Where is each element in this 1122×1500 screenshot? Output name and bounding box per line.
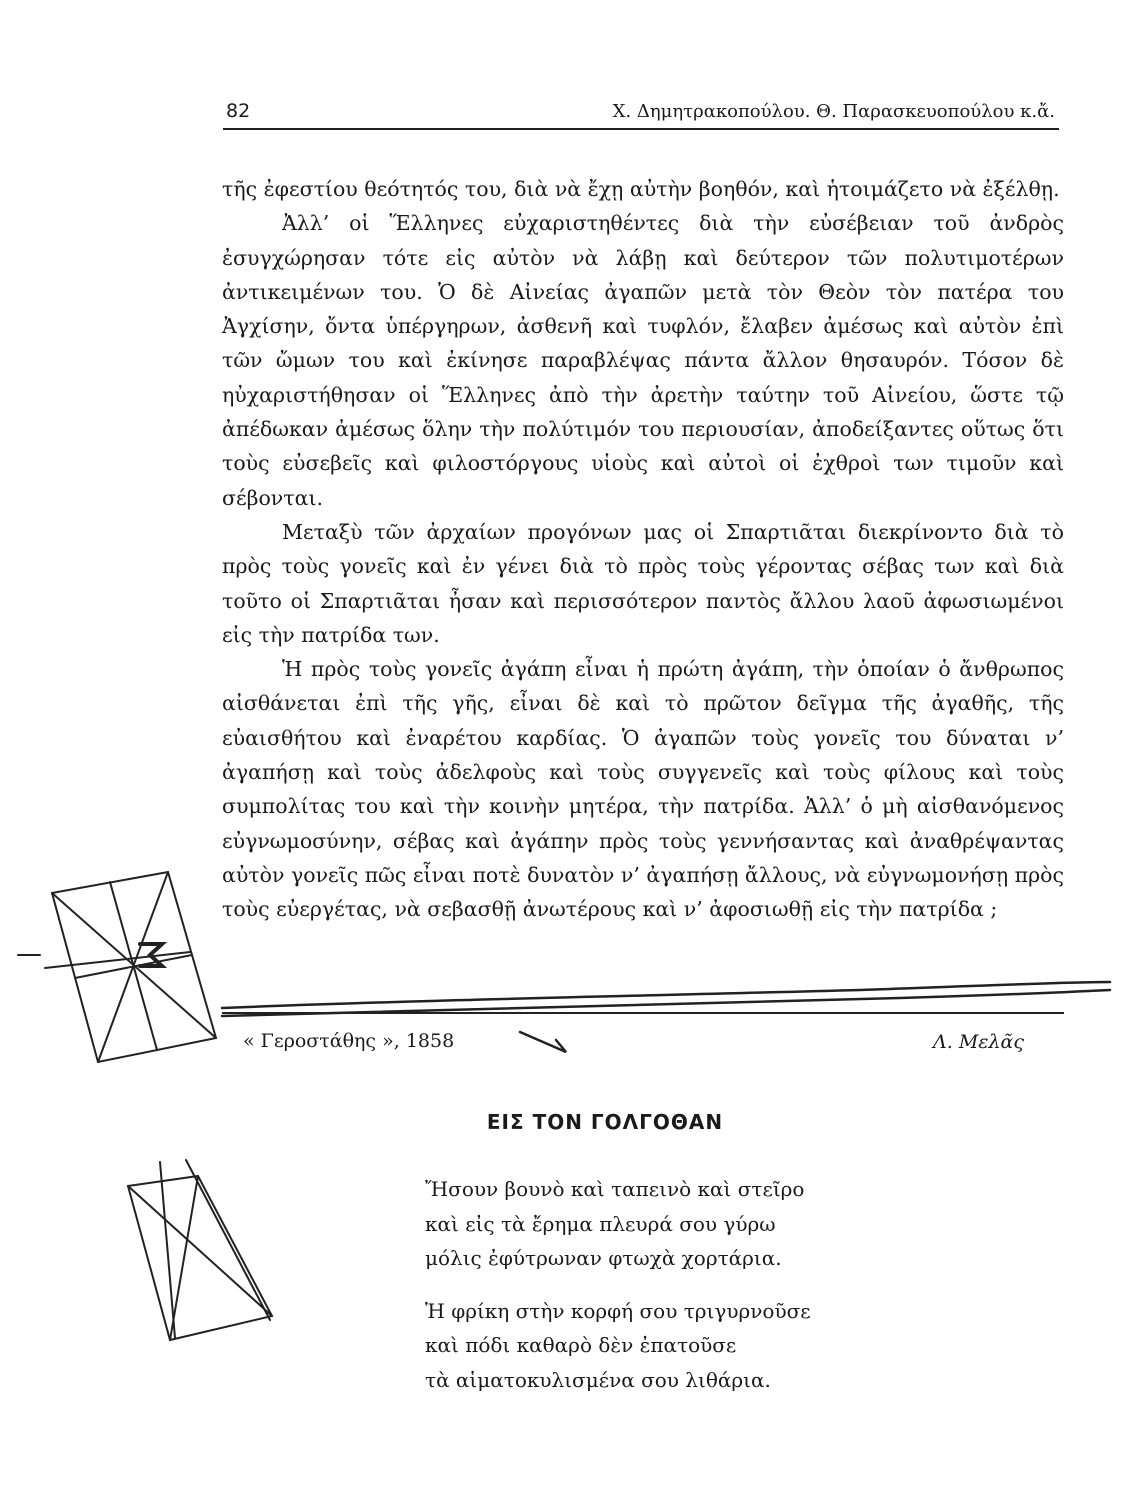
margin-sketch-upper: [18, 872, 216, 1062]
verse-line: μόλις ἐφύτρωναν φτωχὰ χορτάρια.: [425, 1246, 782, 1270]
paragraph: Ἀλλ’ οἱ Ἕλληνες εὐχαριστηθέντες διὰ τὴν εὐσέβειαν τοῦ ἀνδρὸς ἐσυγχώρησαν τότε εἰς αὐτὸν νὰ λάβῃ καὶ δεύτερον τῶν πολυτιμοτέρων ἀντικειμένων του. Ὁ δὲ Αἰνείας ἀγαπῶν μετὰ τὸν Θεὸν τὸν πατέρα του Ἀγχίσην, ὄντα ὑπέργηρων, ἀσθενῆ καὶ τυφλόν, ἔλαβεν ἀμέσως καὶ αὐτὸν ἐπὶ τῶν ὤμων του καὶ ἐκίνησε παραβλέψας πάντα ἄλλον θησαυρόν. Τόσον δὲ ηὐχαριστήθησαν οἱ Ἕλληνες ἀπὸ τὴν ἀρετὴν ταύτην τοῦ Αἰνείου, ὥστε τῷ ἀπέδωκαν ἀμέσως ὅλην τὴν πολύτιμόν του περιουσίαν, ἀποδείξαντες οὕτως ὅτι τοὺς εὐσεβεῖς καὶ φιλοστόργους υἱοὺς καὶ αὐτοὶ οἱ ἐχθροὶ των τιμοῦν καὶ σέβονται.: [222, 211, 1064, 510]
section-rule: [222, 1012, 1064, 1014]
verse-line: Ἤσουν βουνὸ καὶ ταπεινὸ καὶ στεῖρο: [425, 1177, 805, 1201]
author-name: Λ. Μελᾶς: [933, 1031, 1024, 1053]
verse-line: τὰ αἱματοκυλισμένα σου λιθάρια.: [425, 1367, 771, 1392]
stanza: [425, 1172, 811, 1276]
verse-line: καὶ εἰς τὰ ἔρημα πλευρά σου γύρω: [425, 1211, 776, 1236]
prose-text: [222, 172, 1064, 927]
verse-line: Ἡ φρίκη στὴν κορφή σου τριγυρνοῦσε: [425, 1298, 811, 1323]
poem-title: ΕΙΣ ΤΟΝ ΓΟΛΓΟΘΑΝ: [486, 1110, 724, 1134]
poem: [425, 1172, 811, 1415]
paragraph: Ἡ πρὸς τοὺς γονεῖς ἀγάπη εἶναι ἡ πρώτη ἀγάπη, τὴν ὁποίαν ὁ ἄνθρωπος αἰσθάνεται ἐπὶ τῆς γῆς, εἶναι δὲ καὶ τὸ πρῶτον δεῖγμα τῆς ἀγαθῆς, τῆς εὐαισθήτου καὶ ἐναρέτου καρδίας. Ὁ ἀγαπῶν τοὺς γονεῖς του δύναται ν’ ἀγαπήσῃ καὶ τοὺς ἀδελφοὺς καὶ τοὺς συγγενεῖς καὶ τοὺς φίλους καὶ τοὺς συμπολίτας του καὶ τὴν κοινὴν μητέρα, τὴν πατρίδα. Ἀλλ’ ὁ μὴ αἰσθανόμενος εὐγνωμοσύνην, σέβας καὶ ἀγάπην πρὸς τοὺς γεννήσαντας καὶ ἀναθρέψαντας αὐτὸν γονεῖς πῶς εἶναι ποτὲ δυνατὸν ν’ ἀγαπήσῃ ἄλλους, νὰ εὐγνωμονήσῃ πρὸς τοὺς εὐεργέτας, νὰ σεβασθῇ ἀνωτέρους καὶ ν’ ἀφοσιωθῇ εἰς τὴν πατρίδα ;: [222, 657, 1064, 922]
paragraph: Μεταξὺ τῶν ἀρχαίων προγόνων μας οἱ Σπαρτιᾶται διεκρίνοντο διὰ τὸ πρὸς τοὺς γονεῖς καὶ ἐν γένει διὰ τὸ πρὸς τοὺς γέροντας σέβας των καὶ διὰ τοῦτο οἱ Σπαρτιᾶται ἦσαν καὶ περισσότερον παντὸς ἄλλου λαοῦ ἀφωσιωμένοι εἰς τὴν πατρίδα των.: [222, 519, 1064, 647]
margin-sketch-lower: [128, 1160, 272, 1340]
verse-line: καὶ πόδι καθαρὸ δὲν ἐπατοῦσε: [425, 1333, 737, 1357]
running-head: Χ. Δημητρακοπούλου. Θ. Παρασκευοπούλου κ.ἄ.: [612, 101, 1055, 122]
paragraph: τῆς ἐφεστίου θεότητός του, διὰ νὰ ἔχῃ αὐτὴν βοηθόν, καὶ ἡτοιμάζετο νὰ ἐξέλθῃ.: [222, 177, 1060, 201]
stanza: [425, 1294, 811, 1398]
page-header: [223, 98, 1059, 130]
page-number: 82: [226, 100, 251, 122]
source-citation: « Γεροστάθης », 1858: [243, 1030, 455, 1052]
